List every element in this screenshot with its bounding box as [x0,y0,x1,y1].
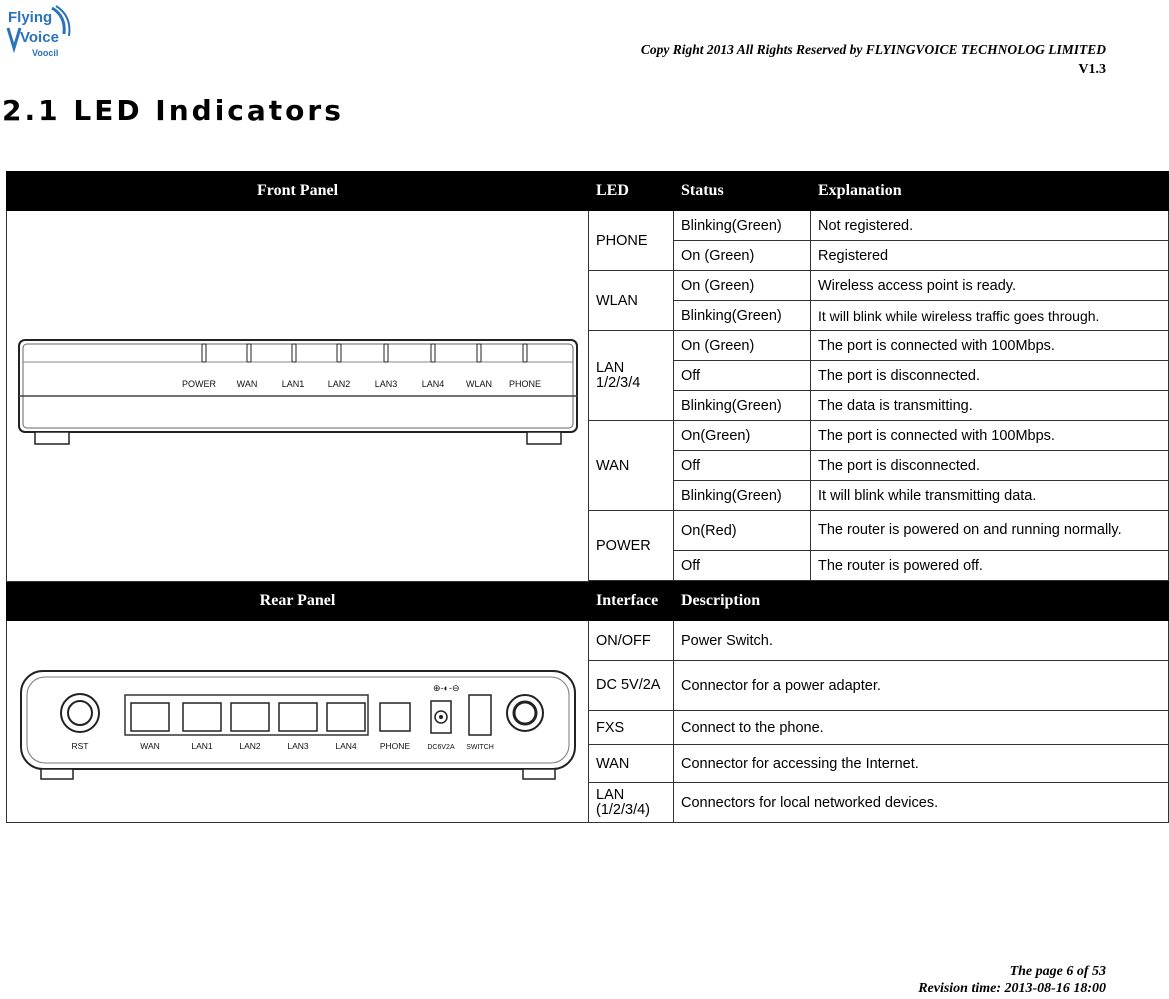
copyright-text: Copy Right 2013 All Rights Reserved by FLYINGVOICE TECHNOLOG LIMITED [640,42,1106,57]
front-label-phone: PHONE [508,379,541,389]
front-label-lan3: LAN3 [374,379,397,389]
front-label-wlan: WLAN [465,379,492,389]
interface-cell: DC 5V/2A [589,661,674,711]
rear-header-row [7,582,1169,621]
table-row [7,211,1169,241]
dc-polarity-icon: ⊕-◐-⊖ [432,682,460,693]
rear-label-lan1: LAN1 [190,740,213,751]
status-cell: Blinking(Green) [674,481,811,511]
rear-label-lan4: LAN4 [334,740,357,751]
front-panel-header: Front Panel [7,172,589,211]
status-cell: Off [674,451,811,481]
explanation-cell: The router is powered on and running normally. [811,511,1169,551]
explanation-cell: Wireless access point is ready. [811,271,1169,301]
led-name-wlan: WLAN [589,271,674,331]
explanation-cell: The data is transmitting. [811,391,1169,421]
status-cell: Blinking(Green) [674,391,811,421]
flyingvoice-logo [6,4,76,60]
led-name-wan: WAN [589,421,674,511]
interface-cell: LAN (1/2/3/4) [589,783,674,823]
rear-label-lan2: LAN2 [238,740,261,751]
led-header: LED [589,172,674,211]
front-panel-illustration [13,334,583,454]
explanation-cell: The port is disconnected. [811,451,1169,481]
status-cell: On (Green) [674,331,811,361]
status-cell: On(Red) [674,511,811,551]
status-cell: On (Green) [674,241,811,271]
rear-panel-header: Rear Panel [7,582,589,621]
rear-label-rst: RST [71,740,88,751]
status-cell: Blinking(Green) [674,301,811,331]
interface-cell: WAN [589,745,674,783]
front-label-lan4: LAN4 [421,379,444,389]
led-name-phone: PHONE [589,211,674,271]
explanation-cell: Registered [811,241,1169,271]
logo-text-3: Voocil [32,48,59,58]
section-title: 2.1 LED Indicators [2,94,344,127]
page-number: The page 6 of 53 [1009,964,1106,979]
rear-label-switch: SWITCH [465,743,494,751]
interface-cell: ON/OFF [589,621,674,661]
rear-panel-image-cell [7,621,589,823]
front-label-wan: WAN [236,379,257,389]
revision-time: Revision time: 2013-08-16 18:00 [918,981,1106,996]
led-name-lan: LAN 1/2/3/4 [589,331,674,421]
description-header: Description [674,582,1169,621]
led-indicators-table [6,171,1169,823]
version-text: V1.3 [1078,62,1106,77]
rear-label-wan: WAN [139,740,160,751]
interface-cell: FXS [589,711,674,745]
rear-label-dc: DC6V2A [426,743,455,751]
explanation-cell: The port is connected with 100Mbps. [811,421,1169,451]
description-cell: Connector for accessing the Internet. [674,745,1169,783]
status-header: Status [674,172,811,211]
status-cell: On (Green) [674,271,811,301]
table-row [7,621,1169,661]
explanation-cell: Not registered. [811,211,1169,241]
led-name-power: POWER [589,511,674,581]
description-cell: Power Switch. [674,621,1169,661]
explanation-cell: It will blink while transmitting data. [811,481,1169,511]
status-cell: Off [674,551,811,581]
explanation-cell: The port is disconnected. [811,361,1169,391]
rear-label-lan3: LAN3 [286,740,309,751]
logo-text-2: Voice [20,29,59,46]
description-cell: Connect to the phone. [674,711,1169,745]
front-header-row [7,172,1169,211]
front-label-lan1: LAN1 [281,379,304,389]
front-panel-image-cell [7,211,589,582]
description-cell: Connector for a power adapter. [674,661,1169,711]
status-cell: Blinking(Green) [674,211,811,241]
front-label-lan2: LAN2 [327,379,350,389]
explanation-cell: The port is connected with 100Mbps. [811,331,1169,361]
status-cell: On(Green) [674,421,811,451]
front-label-power: POWER [181,379,216,389]
explanation-cell: The router is powered off. [811,551,1169,581]
explanation-header: Explanation [811,172,1169,211]
interface-header: Interface [589,582,674,621]
explanation-cell: It will blink while wireless traffic goes through. [811,301,1169,331]
rear-panel-illustration [13,655,583,785]
rear-label-phone: PHONE [379,740,410,751]
logo-text-1: Flying [8,9,53,26]
description-cell: Connectors for local networked devices. [674,783,1169,823]
status-cell: Off [674,361,811,391]
